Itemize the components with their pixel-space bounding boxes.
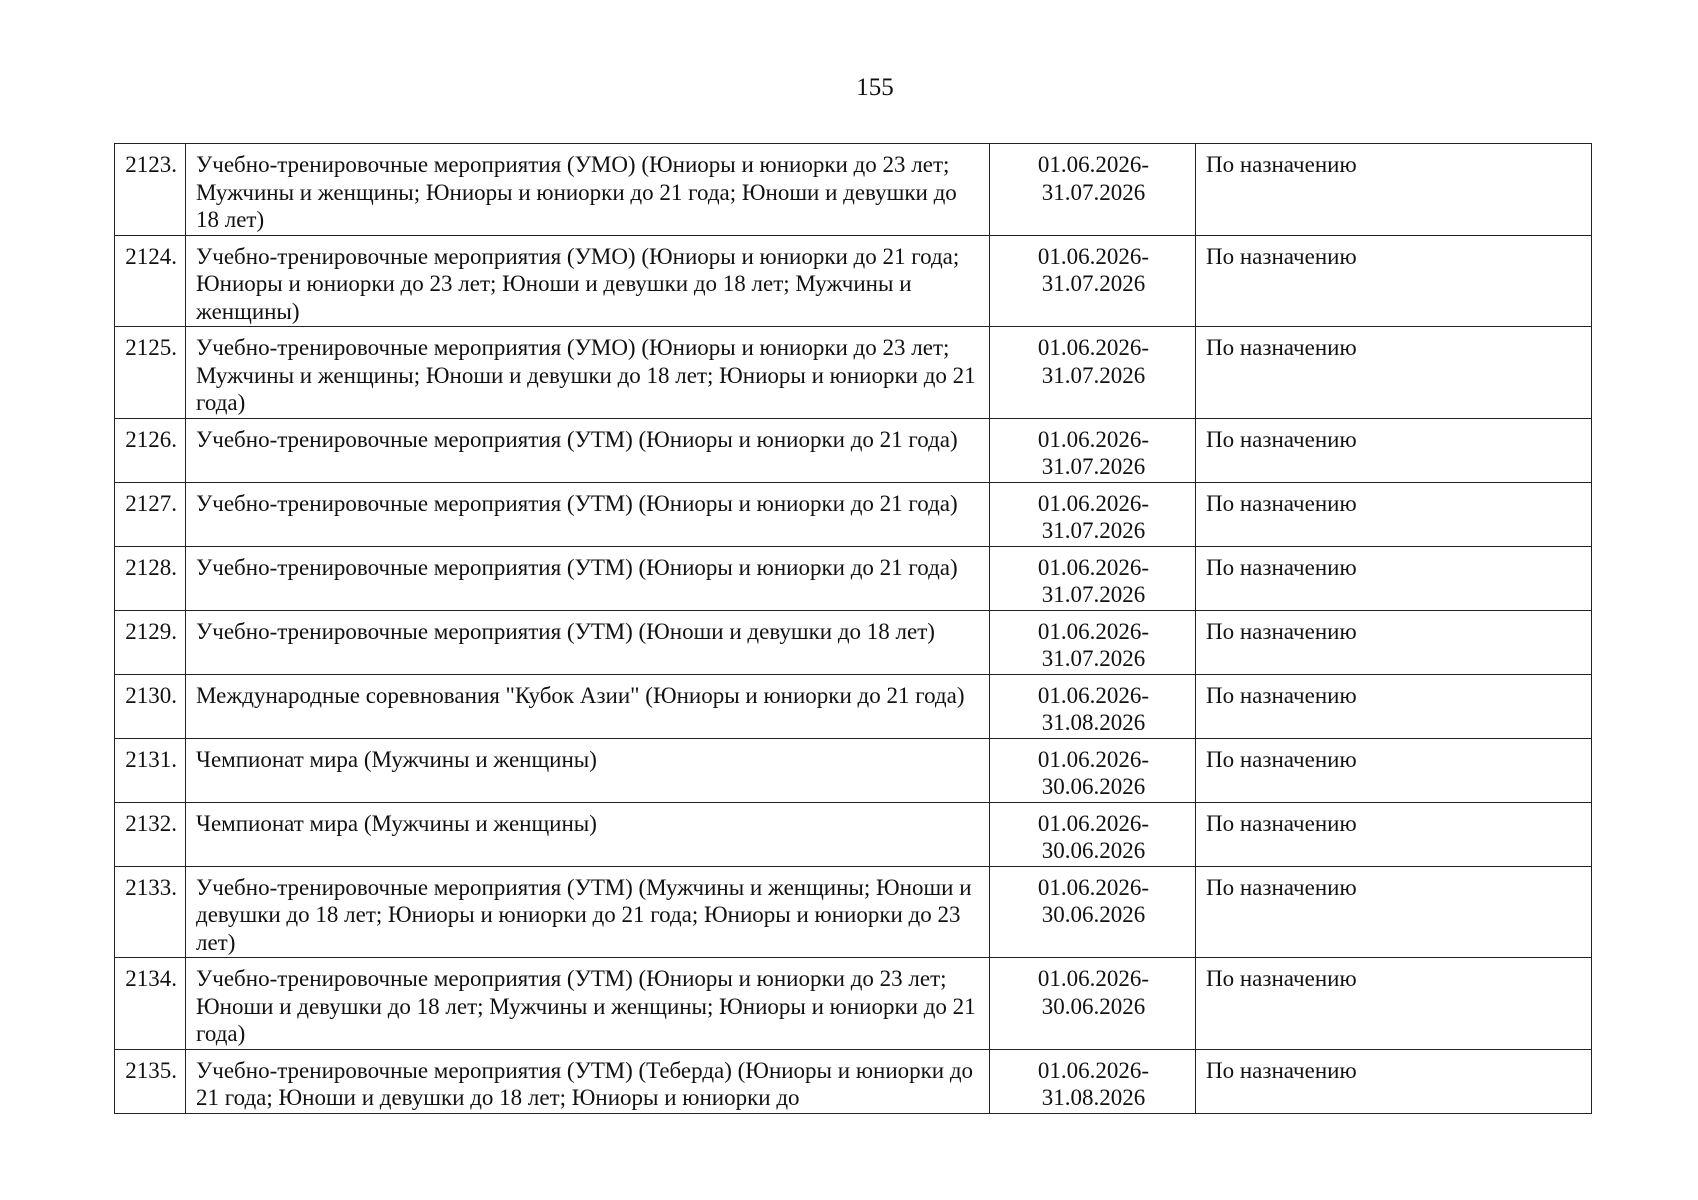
event-place: По назначению (1196, 610, 1592, 674)
event-name: Учебно-тренировочные мероприятия (УМО) (Юниоры и юниорки до 23 лет; Мужчины и женщины; Юноши и девушки до 18 лет; Юниоры и юниорки до 21 года) (186, 327, 990, 419)
table-row (115, 1049, 1592, 1113)
event-place: По назначению (1196, 738, 1592, 802)
date-from: 01.06.2026- (1037, 426, 1150, 452)
event-place: По назначению (1196, 866, 1592, 958)
table-row (115, 610, 1592, 674)
event-place: По назначению (1196, 144, 1592, 236)
event-name: Учебно-тренировочные мероприятия (УТМ) (Теберда) (Юниоры и юниорки до 21 года; Юноши и девушки до 18 лет; Юниоры и юниорки до (186, 1049, 990, 1113)
event-place: По назначению (1196, 674, 1592, 738)
event-place: По назначению (1196, 482, 1592, 546)
date-from: 01.06.2026- (1037, 966, 1150, 991)
event-dates (990, 610, 1196, 674)
event-dates (990, 738, 1196, 802)
date-to: 30.06.2026 (1041, 902, 1146, 927)
event-dates (990, 866, 1196, 958)
event-name: Учебно-тренировочные мероприятия (УМО) (Юниоры и юниорки до 23 лет; Мужчины и женщины; Юниоры и юниорки до 21 года; Юноши и девушки до 18 лет) (186, 144, 990, 236)
event-name: Учебно-тренировочные мероприятия (УТМ) (Мужчины и женщины; Юноши и девушки до 18 лет; Юниоры и юниорки до 21 года; Юниоры и юниорки до 23 лет) (186, 866, 990, 958)
row-number: 2132. (115, 802, 186, 866)
date-from: 01.06.2026- (1037, 874, 1150, 900)
date-from: 01.06.2026- (1037, 490, 1150, 516)
event-dates (990, 327, 1196, 419)
event-name: Учебно-тренировочные мероприятия (УТМ) (Юноши и девушки до 18 лет) (186, 610, 990, 674)
row-number: 2130. (115, 674, 186, 738)
table-row (115, 482, 1592, 546)
event-place: По назначению (1196, 802, 1592, 866)
table-row (115, 144, 1592, 236)
table-row (115, 958, 1592, 1050)
event-place: По назначению (1196, 958, 1592, 1050)
table-row (115, 546, 1592, 610)
row-number: 2135. (115, 1049, 186, 1113)
row-number: 2123. (115, 144, 186, 236)
row-number: 2129. (115, 610, 186, 674)
date-to: 31.07.2026 (1041, 518, 1146, 543)
date-from: 01.06.2026- (1037, 682, 1150, 708)
table-row (115, 802, 1592, 866)
date-from: 01.06.2026- (1037, 618, 1150, 644)
date-to: 31.07.2026 (1041, 362, 1146, 388)
row-number: 2127. (115, 482, 186, 546)
date-to: 31.07.2026 (1041, 582, 1146, 607)
event-dates (990, 235, 1196, 327)
date-from: 01.06.2026- (1037, 1057, 1150, 1083)
date-from: 01.06.2026- (1037, 554, 1150, 580)
date-to: 31.07.2026 (1041, 179, 1146, 205)
date-to: 31.07.2026 (1041, 646, 1146, 671)
date-from: 01.06.2026- (1037, 152, 1150, 177)
date-to: 31.08.2026 (1041, 1085, 1146, 1110)
event-place: По назначению (1196, 1049, 1592, 1113)
table-row (115, 235, 1592, 327)
table-row (115, 866, 1592, 958)
date-from: 01.06.2026- (1037, 746, 1150, 772)
row-number: 2131. (115, 738, 186, 802)
event-name: Учебно-тренировочные мероприятия (УМО) (Юниоры и юниорки до 21 года; Юниоры и юниорки до 23 лет; Юноши и девушки до 18 лет; Мужчины и женщины) (186, 235, 990, 327)
event-dates (990, 674, 1196, 738)
date-to: 30.06.2026 (1041, 838, 1146, 863)
date-from: 01.06.2026- (1037, 243, 1150, 269)
date-from: 01.06.2026- (1037, 810, 1150, 836)
row-number: 2128. (115, 546, 186, 610)
event-place: По назначению (1196, 418, 1592, 482)
row-number: 2124. (115, 235, 186, 327)
event-dates (990, 802, 1196, 866)
event-name: Международные соревнования "Кубок Азии" (Юниоры и юниорки до 21 года) (186, 674, 990, 738)
date-to: 31.07.2026 (1041, 454, 1146, 479)
table-row (115, 674, 1592, 738)
event-name: Учебно-тренировочные мероприятия (УТМ) (Юниоры и юниорки до 21 года) (186, 482, 990, 546)
table-row (115, 327, 1592, 419)
table-row (115, 418, 1592, 482)
page-number: 155 (856, 74, 894, 101)
events-table (114, 143, 1592, 1114)
event-place: По назначению (1196, 546, 1592, 610)
event-name: Учебно-тренировочные мероприятия (УТМ) (Юниоры и юниорки до 23 лет; Юноши и девушки до 18 лет; Мужчины и женщины; Юниоры и юниорки до 21 года) (186, 958, 990, 1050)
date-to: 30.06.2026 (1041, 774, 1146, 799)
event-name: Учебно-тренировочные мероприятия (УТМ) (Юниоры и юниорки до 21 года) (186, 418, 990, 482)
event-place: По назначению (1196, 327, 1592, 419)
date-from: 01.06.2026- (1037, 335, 1150, 360)
event-dates (990, 958, 1196, 1050)
event-place: По назначению (1196, 235, 1592, 327)
event-name: Чемпионат мира (Мужчины и женщины) (186, 802, 990, 866)
date-to: 31.07.2026 (1041, 271, 1146, 296)
date-to: 30.06.2026 (1041, 993, 1146, 1019)
event-dates (990, 418, 1196, 482)
event-name: Чемпионат мира (Мужчины и женщины) (186, 738, 990, 802)
row-number: 2125. (115, 327, 186, 419)
event-dates (990, 482, 1196, 546)
event-dates (990, 1049, 1196, 1113)
date-to: 31.08.2026 (1041, 710, 1146, 735)
row-number: 2134. (115, 958, 186, 1050)
row-number: 2133. (115, 866, 186, 958)
table-row (115, 738, 1592, 802)
event-dates (990, 144, 1196, 236)
row-number: 2126. (115, 418, 186, 482)
event-name: Учебно-тренировочные мероприятия (УТМ) (Юниоры и юниорки до 21 года) (186, 546, 990, 610)
event-dates (990, 546, 1196, 610)
